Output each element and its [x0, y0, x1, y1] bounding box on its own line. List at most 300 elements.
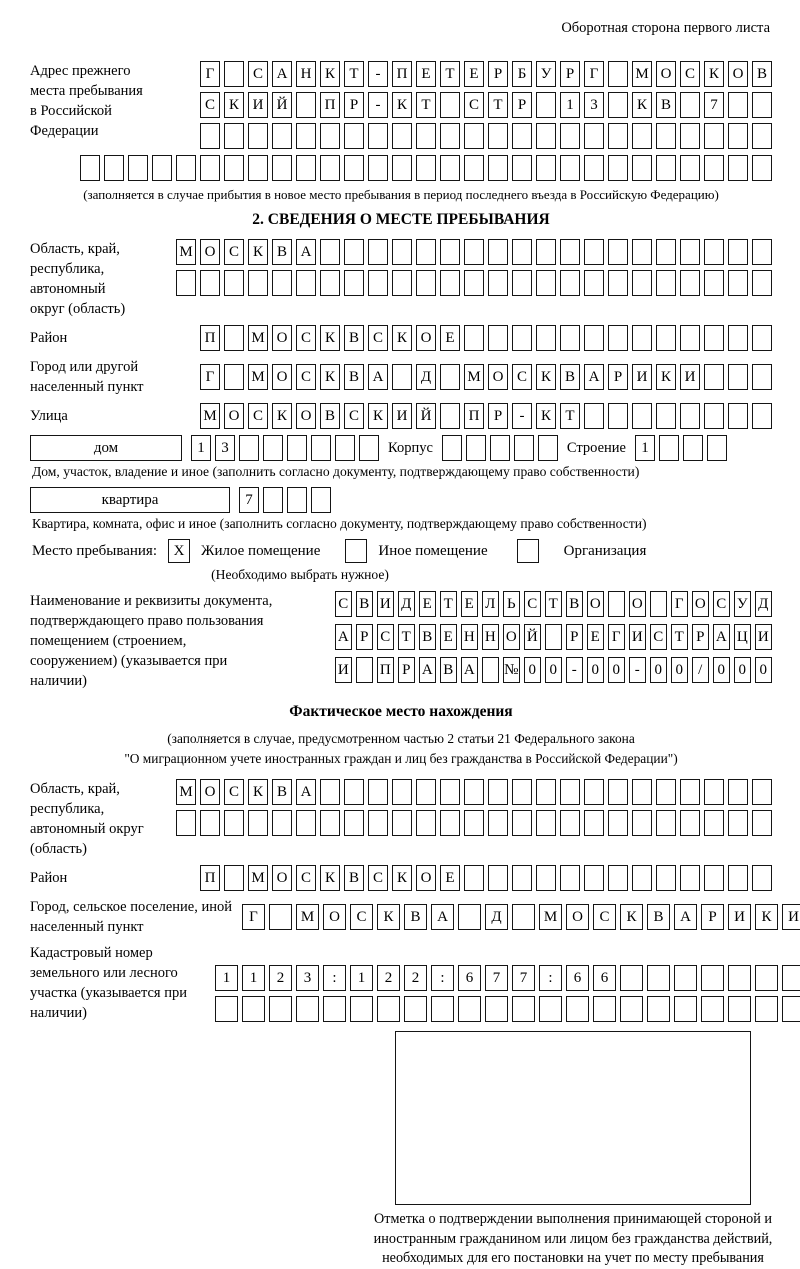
char-cell[interactable]: 0 [545, 657, 563, 683]
char-cell[interactable]: 1 [215, 965, 238, 991]
char-cell[interactable] [512, 996, 535, 1022]
char-cell[interactable] [536, 239, 556, 265]
char-cell[interactable] [704, 364, 724, 390]
char-cell[interactable]: К [536, 364, 556, 390]
char-cell[interactable] [752, 325, 772, 351]
char-cell[interactable]: А [461, 657, 479, 683]
char-cell[interactable]: 2 [404, 965, 427, 991]
char-cell[interactable]: Р [398, 657, 416, 683]
char-cell[interactable] [632, 155, 652, 181]
char-cell[interactable] [224, 325, 244, 351]
char-cell[interactable]: О [503, 624, 521, 650]
char-cell[interactable] [296, 92, 316, 118]
char-cell[interactable] [680, 403, 700, 429]
char-cell[interactable]: О [272, 865, 292, 891]
char-cell[interactable]: И [248, 92, 268, 118]
char-cell[interactable]: Н [461, 624, 479, 650]
char-cell[interactable] [656, 123, 676, 149]
char-cell[interactable] [440, 270, 460, 296]
char-cell[interactable] [752, 270, 772, 296]
char-cell[interactable]: Р [344, 92, 364, 118]
char-cell[interactable] [536, 865, 556, 891]
char-cell[interactable]: А [296, 239, 316, 265]
char-cell[interactable] [269, 904, 292, 930]
char-cell[interactable]: - [512, 403, 532, 429]
char-cell[interactable]: Ц [734, 624, 752, 650]
char-cell[interactable]: О [224, 403, 244, 429]
char-cell[interactable]: П [200, 865, 220, 891]
char-cell[interactable] [440, 123, 460, 149]
char-cell[interactable]: И [680, 364, 700, 390]
char-cell[interactable] [224, 865, 244, 891]
char-cell[interactable]: 6 [566, 965, 589, 991]
char-cell[interactable] [632, 865, 652, 891]
char-cell[interactable] [431, 996, 454, 1022]
char-cell[interactable] [707, 435, 727, 461]
char-cell[interactable]: К [377, 904, 400, 930]
char-cell[interactable] [440, 779, 460, 805]
char-cell[interactable] [392, 779, 412, 805]
char-cell[interactable]: Т [560, 403, 580, 429]
char-cell[interactable]: Е [440, 325, 460, 351]
char-cell[interactable]: Р [512, 92, 532, 118]
char-cell[interactable]: Д [398, 591, 416, 617]
char-cell[interactable]: - [368, 92, 388, 118]
char-cell[interactable]: К [272, 403, 292, 429]
char-cell[interactable] [296, 155, 316, 181]
char-cell[interactable]: С [296, 364, 316, 390]
char-cell[interactable] [632, 123, 652, 149]
char-cell[interactable]: К [320, 61, 340, 87]
char-cell[interactable] [584, 239, 604, 265]
char-cell[interactable] [728, 865, 748, 891]
char-cell[interactable]: В [440, 657, 458, 683]
char-cell[interactable]: О [416, 865, 436, 891]
char-cell[interactable] [701, 965, 724, 991]
char-cell[interactable] [440, 364, 460, 390]
char-cell[interactable] [545, 624, 563, 650]
char-cell[interactable]: В [752, 61, 772, 87]
char-cell[interactable] [608, 270, 628, 296]
char-cell[interactable] [656, 865, 676, 891]
char-cell[interactable]: Р [560, 61, 580, 87]
char-cell[interactable] [482, 657, 500, 683]
char-cell[interactable] [464, 325, 484, 351]
char-cell[interactable]: О [200, 239, 220, 265]
char-cell[interactable] [728, 965, 751, 991]
char-cell[interactable]: Р [356, 624, 374, 650]
char-cell[interactable] [728, 239, 748, 265]
char-cell[interactable]: - [629, 657, 647, 683]
char-cell[interactable] [584, 155, 604, 181]
char-cell[interactable] [488, 239, 508, 265]
char-cell[interactable] [488, 865, 508, 891]
char-cell[interactable]: О [587, 591, 605, 617]
char-cell[interactable]: 6 [593, 965, 616, 991]
char-cell[interactable]: О [656, 61, 676, 87]
char-cell[interactable]: Е [440, 865, 460, 891]
char-cell[interactable] [368, 779, 388, 805]
char-cell[interactable] [728, 403, 748, 429]
char-cell[interactable]: М [200, 403, 220, 429]
char-cell[interactable] [659, 435, 679, 461]
char-cell[interactable] [104, 155, 124, 181]
char-cell[interactable] [344, 779, 364, 805]
char-cell[interactable] [287, 487, 307, 513]
char-cell[interactable]: А [674, 904, 697, 930]
char-cell[interactable] [608, 591, 626, 617]
char-cell[interactable]: О [692, 591, 710, 617]
char-cell[interactable] [311, 487, 331, 513]
char-cell[interactable]: С [248, 61, 268, 87]
char-cell[interactable]: М [632, 61, 652, 87]
char-cell[interactable]: О [488, 364, 508, 390]
char-cell[interactable]: С [344, 403, 364, 429]
char-cell[interactable] [512, 123, 532, 149]
char-cell[interactable] [680, 779, 700, 805]
char-cell[interactable] [704, 779, 724, 805]
char-cell[interactable]: Л [482, 591, 500, 617]
char-cell[interactable]: 1 [242, 965, 265, 991]
char-cell[interactable] [608, 865, 628, 891]
char-cell[interactable] [608, 325, 628, 351]
char-cell[interactable] [656, 270, 676, 296]
char-cell[interactable] [584, 865, 604, 891]
char-cell[interactable] [584, 325, 604, 351]
char-cell[interactable] [608, 123, 628, 149]
char-cell[interactable] [344, 239, 364, 265]
char-cell[interactable]: № [503, 657, 521, 683]
char-cell[interactable] [272, 270, 292, 296]
char-cell[interactable]: 2 [269, 965, 292, 991]
char-cell[interactable]: А [368, 364, 388, 390]
char-cell[interactable]: С [296, 865, 316, 891]
char-cell[interactable]: К [368, 403, 388, 429]
char-cell[interactable]: У [734, 591, 752, 617]
char-cell[interactable]: А [584, 364, 604, 390]
char-cell[interactable]: 0 [671, 657, 689, 683]
char-cell[interactable] [704, 403, 724, 429]
char-cell[interactable] [560, 270, 580, 296]
char-cell[interactable]: К [656, 364, 676, 390]
char-cell[interactable] [320, 155, 340, 181]
char-cell[interactable] [608, 92, 628, 118]
char-cell[interactable] [392, 239, 412, 265]
char-cell[interactable]: Б [512, 61, 532, 87]
char-cell[interactable] [704, 865, 724, 891]
char-cell[interactable] [536, 810, 556, 836]
char-cell[interactable] [584, 123, 604, 149]
char-cell[interactable] [176, 155, 196, 181]
char-cell[interactable] [647, 996, 670, 1022]
char-cell[interactable]: Т [488, 92, 508, 118]
char-cell[interactable] [416, 810, 436, 836]
char-cell[interactable]: Р [608, 364, 628, 390]
char-cell[interactable] [656, 403, 676, 429]
char-cell[interactable] [488, 779, 508, 805]
char-cell[interactable] [263, 435, 283, 461]
char-cell[interactable] [368, 155, 388, 181]
char-cell[interactable] [323, 996, 346, 1022]
checkbox-organizatsiya[interactable] [517, 539, 539, 563]
char-cell[interactable] [287, 435, 307, 461]
char-cell[interactable]: 7 [239, 487, 259, 513]
char-cell[interactable] [344, 155, 364, 181]
char-cell[interactable]: Т [416, 92, 436, 118]
char-cell[interactable] [704, 270, 724, 296]
char-cell[interactable]: С [200, 92, 220, 118]
char-cell[interactable]: И [392, 403, 412, 429]
char-cell[interactable]: М [176, 239, 196, 265]
char-cell[interactable]: В [272, 779, 292, 805]
char-cell[interactable] [464, 155, 484, 181]
char-cell[interactable] [752, 865, 772, 891]
char-cell[interactable]: О [629, 591, 647, 617]
char-cell[interactable]: / [692, 657, 710, 683]
char-cell[interactable]: Е [464, 61, 484, 87]
char-cell[interactable] [272, 810, 292, 836]
char-cell[interactable] [440, 810, 460, 836]
char-cell[interactable]: 1 [635, 435, 655, 461]
char-cell[interactable]: С [680, 61, 700, 87]
char-cell[interactable]: О [296, 403, 316, 429]
char-cell[interactable] [512, 325, 532, 351]
char-cell[interactable]: В [656, 92, 676, 118]
char-cell[interactable] [620, 996, 643, 1022]
char-cell[interactable] [490, 435, 510, 461]
char-cell[interactable]: С [512, 364, 532, 390]
char-cell[interactable]: И [377, 591, 395, 617]
char-cell[interactable] [128, 155, 148, 181]
char-cell[interactable]: 3 [296, 965, 319, 991]
char-cell[interactable]: О [416, 325, 436, 351]
char-cell[interactable] [440, 239, 460, 265]
char-cell[interactable]: К [632, 92, 652, 118]
char-cell[interactable] [538, 435, 558, 461]
char-cell[interactable] [560, 325, 580, 351]
char-cell[interactable] [368, 123, 388, 149]
char-cell[interactable] [344, 810, 364, 836]
char-cell[interactable] [80, 155, 100, 181]
char-cell[interactable] [680, 155, 700, 181]
char-cell[interactable] [701, 996, 724, 1022]
char-cell[interactable] [752, 403, 772, 429]
char-cell[interactable] [620, 965, 643, 991]
char-cell[interactable] [224, 123, 244, 149]
char-cell[interactable]: 3 [584, 92, 604, 118]
char-cell[interactable] [320, 779, 340, 805]
char-cell[interactable] [488, 155, 508, 181]
char-cell[interactable] [704, 810, 724, 836]
char-cell[interactable]: Т [545, 591, 563, 617]
char-cell[interactable]: : [431, 965, 454, 991]
char-cell[interactable] [560, 779, 580, 805]
char-cell[interactable] [680, 123, 700, 149]
char-cell[interactable] [176, 810, 196, 836]
char-cell[interactable]: Г [242, 904, 265, 930]
char-cell[interactable] [224, 155, 244, 181]
char-cell[interactable]: Г [584, 61, 604, 87]
char-cell[interactable]: М [464, 364, 484, 390]
char-cell[interactable] [392, 270, 412, 296]
char-cell[interactable]: 7 [512, 965, 535, 991]
char-cell[interactable] [512, 865, 532, 891]
char-cell[interactable] [248, 155, 268, 181]
char-cell[interactable] [632, 779, 652, 805]
char-cell[interactable] [152, 155, 172, 181]
char-cell[interactable] [200, 810, 220, 836]
char-cell[interactable] [440, 92, 460, 118]
char-cell[interactable] [464, 270, 484, 296]
char-cell[interactable] [224, 364, 244, 390]
char-cell[interactable] [536, 779, 556, 805]
char-cell[interactable] [464, 123, 484, 149]
char-cell[interactable]: К [224, 92, 244, 118]
char-cell[interactable]: П [464, 403, 484, 429]
char-cell[interactable]: Д [485, 904, 508, 930]
char-cell[interactable]: И [755, 624, 773, 650]
char-cell[interactable]: Й [524, 624, 542, 650]
char-cell[interactable] [224, 61, 244, 87]
char-cell[interactable] [728, 996, 751, 1022]
char-cell[interactable]: П [392, 61, 412, 87]
char-cell[interactable]: 3 [215, 435, 235, 461]
char-cell[interactable] [536, 123, 556, 149]
char-cell[interactable]: О [566, 904, 589, 930]
char-cell[interactable]: В [272, 239, 292, 265]
char-cell[interactable]: М [539, 904, 562, 930]
char-cell[interactable] [320, 810, 340, 836]
char-cell[interactable] [593, 996, 616, 1022]
char-cell[interactable] [404, 996, 427, 1022]
char-cell[interactable] [680, 865, 700, 891]
char-cell[interactable] [512, 239, 532, 265]
char-cell[interactable]: С [713, 591, 731, 617]
char-cell[interactable] [728, 364, 748, 390]
char-cell[interactable]: А [431, 904, 454, 930]
char-cell[interactable] [464, 779, 484, 805]
char-cell[interactable]: - [566, 657, 584, 683]
char-cell[interactable] [656, 325, 676, 351]
char-cell[interactable]: А [296, 779, 316, 805]
char-cell[interactable] [440, 403, 460, 429]
char-cell[interactable] [464, 810, 484, 836]
char-cell[interactable] [608, 810, 628, 836]
char-cell[interactable]: К [620, 904, 643, 930]
char-cell[interactable] [608, 239, 628, 265]
char-cell[interactable] [680, 325, 700, 351]
char-cell[interactable] [560, 239, 580, 265]
char-cell[interactable]: 6 [458, 965, 481, 991]
char-cell[interactable] [485, 996, 508, 1022]
char-cell[interactable] [752, 779, 772, 805]
char-cell[interactable]: 2 [377, 965, 400, 991]
char-cell[interactable]: В [404, 904, 427, 930]
char-cell[interactable]: 0 [524, 657, 542, 683]
char-cell[interactable] [512, 270, 532, 296]
char-cell[interactable]: М [296, 904, 319, 930]
char-cell[interactable] [224, 270, 244, 296]
char-cell[interactable]: С [296, 325, 316, 351]
char-cell[interactable]: С [524, 591, 542, 617]
char-cell[interactable] [458, 904, 481, 930]
char-cell[interactable]: Н [482, 624, 500, 650]
char-cell[interactable]: К [248, 779, 268, 805]
char-cell[interactable]: 7 [704, 92, 724, 118]
char-cell[interactable] [368, 239, 388, 265]
char-cell[interactable] [608, 155, 628, 181]
char-cell[interactable] [632, 810, 652, 836]
char-cell[interactable]: С [593, 904, 616, 930]
char-cell[interactable] [680, 270, 700, 296]
char-cell[interactable] [704, 325, 724, 351]
char-cell[interactable]: Д [755, 591, 773, 617]
char-cell[interactable] [359, 435, 379, 461]
char-cell[interactable] [392, 155, 412, 181]
char-cell[interactable] [536, 155, 556, 181]
char-cell[interactable] [416, 239, 436, 265]
char-cell[interactable] [656, 239, 676, 265]
char-cell[interactable] [458, 996, 481, 1022]
char-cell[interactable] [416, 123, 436, 149]
char-cell[interactable]: Р [488, 403, 508, 429]
char-cell[interactable] [392, 810, 412, 836]
char-cell[interactable] [311, 435, 331, 461]
char-cell[interactable]: В [356, 591, 374, 617]
char-cell[interactable]: М [176, 779, 196, 805]
char-cell[interactable]: Й [272, 92, 292, 118]
char-cell[interactable] [680, 810, 700, 836]
char-cell[interactable] [560, 123, 580, 149]
char-cell[interactable]: 0 [734, 657, 752, 683]
char-cell[interactable]: К [392, 325, 412, 351]
char-cell[interactable] [272, 155, 292, 181]
char-cell[interactable] [632, 239, 652, 265]
char-cell[interactable] [584, 810, 604, 836]
checkbox-zhiloe[interactable]: X [168, 539, 190, 563]
char-cell[interactable] [488, 325, 508, 351]
char-cell[interactable]: Г [671, 591, 689, 617]
char-cell[interactable]: А [419, 657, 437, 683]
char-cell[interactable]: Р [566, 624, 584, 650]
char-cell[interactable]: К [536, 403, 556, 429]
char-cell[interactable] [728, 810, 748, 836]
char-cell[interactable]: П [377, 657, 395, 683]
char-cell[interactable] [344, 123, 364, 149]
char-cell[interactable] [356, 657, 374, 683]
char-cell[interactable] [782, 996, 800, 1022]
char-cell[interactable] [560, 810, 580, 836]
char-cell[interactable] [674, 996, 697, 1022]
char-cell[interactable]: Е [440, 624, 458, 650]
char-cell[interactable]: Р [488, 61, 508, 87]
char-cell[interactable] [752, 123, 772, 149]
char-cell[interactable]: Ь [503, 591, 521, 617]
char-cell[interactable] [440, 155, 460, 181]
char-cell[interactable] [656, 810, 676, 836]
char-cell[interactable]: К [320, 364, 340, 390]
char-cell[interactable]: Н [296, 61, 316, 87]
char-cell[interactable] [296, 996, 319, 1022]
char-cell[interactable] [416, 155, 436, 181]
char-cell[interactable]: О [272, 364, 292, 390]
char-cell[interactable] [608, 61, 628, 87]
char-cell[interactable] [248, 270, 268, 296]
char-cell[interactable]: 7 [485, 965, 508, 991]
char-cell[interactable]: С [368, 865, 388, 891]
char-cell[interactable]: В [419, 624, 437, 650]
char-cell[interactable] [584, 270, 604, 296]
